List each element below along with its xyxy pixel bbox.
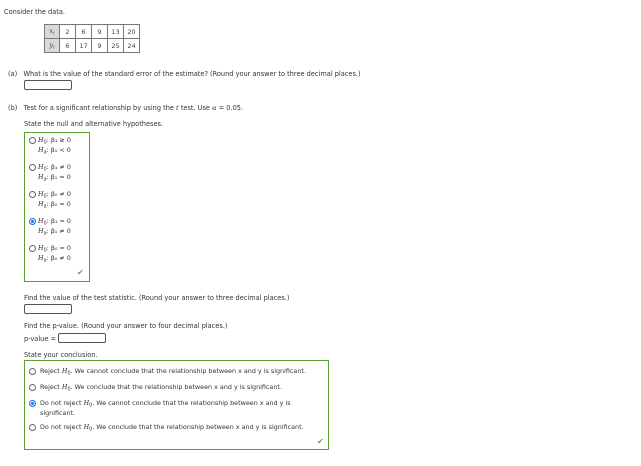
part-a-question bbox=[8, 70, 361, 78]
data-table bbox=[44, 24, 140, 53]
radio-button[interactable] bbox=[29, 164, 36, 171]
part-a-text: What is the value of the standard error of the estimate? (Round your answer to three decimal places.) bbox=[23, 70, 361, 78]
radio-button[interactable] bbox=[29, 137, 36, 144]
alt-hypothesis: $H_a$: β₁ = 0 bbox=[38, 173, 71, 183]
test-statistic-input[interactable] bbox=[24, 304, 72, 314]
conclusion-text: Do not reject $H_0$. We conclude that the relationship between x and y is significant. bbox=[40, 423, 304, 433]
conclusion-text-cont: significant. bbox=[40, 409, 76, 417]
y-cell: 24 bbox=[124, 39, 140, 53]
y-cell: 25 bbox=[108, 39, 124, 53]
radio-button[interactable] bbox=[29, 368, 36, 375]
part-a-label: (a) bbox=[8, 70, 18, 78]
null-hypothesis: $H_0$: β₀ ≠ 0 bbox=[38, 190, 71, 200]
y-cell: 17 bbox=[76, 39, 92, 53]
table-row-y bbox=[45, 39, 140, 53]
y-cell: 9 bbox=[92, 39, 108, 53]
y-header: $y_i$ bbox=[45, 39, 60, 53]
conclusion-text: Reject $H_0$. We conclude that the relationship between x and y is significant. bbox=[40, 383, 282, 393]
radio-button-selected[interactable] bbox=[29, 400, 36, 407]
pvalue-input[interactable] bbox=[58, 333, 106, 343]
pvalue-label: p-value = bbox=[24, 335, 57, 343]
intro-text: Consider the data. bbox=[4, 8, 65, 16]
table-row-x bbox=[45, 25, 140, 39]
hypotheses-prompt: State the null and alternative hypotheses. bbox=[24, 120, 164, 128]
radio-button[interactable] bbox=[29, 191, 36, 198]
x-cell: 9 bbox=[92, 25, 108, 39]
x-cell: 13 bbox=[108, 25, 124, 39]
conclusion-text: Reject $H_0$. We cannot conclude that the relationship between x and y is significant. bbox=[40, 367, 306, 377]
alt-hypothesis: $H_a$: β₀ ≠ 0 bbox=[38, 254, 71, 264]
part-b-label: (b) bbox=[8, 104, 18, 112]
alt-hypothesis: $H_a$: β₁ < 0 bbox=[38, 146, 71, 156]
null-hypothesis: $H_0$: β₁ ≠ 0 bbox=[38, 163, 71, 173]
check-mark-icon: ✔ bbox=[317, 437, 324, 446]
x-cell: 6 bbox=[76, 25, 92, 39]
conclusion-prompt: State your conclusion. bbox=[24, 351, 98, 359]
null-hypothesis: $H_0$: β₁ ≥ 0 bbox=[38, 136, 71, 146]
null-hypothesis: $H_0$: β₀ = 0 bbox=[38, 244, 71, 254]
x-cell: 2 bbox=[60, 25, 76, 39]
radio-button[interactable] bbox=[29, 245, 36, 252]
pvalue-prompt: Find the p-value. (Round your answer to four decimal places.) bbox=[24, 322, 228, 330]
radio-button-selected[interactable] bbox=[29, 218, 36, 225]
x-header: $x_i$ bbox=[45, 25, 60, 39]
check-mark-icon: ✔ bbox=[77, 268, 84, 277]
x-cell: 20 bbox=[124, 25, 140, 39]
radio-button[interactable] bbox=[29, 384, 36, 391]
y-cell: 6 bbox=[60, 39, 76, 53]
alt-hypothesis: $H_a$: β₁ ≠ 0 bbox=[38, 227, 71, 237]
standard-error-input[interactable] bbox=[24, 80, 72, 90]
alt-hypothesis: $H_a$: β₀ = 0 bbox=[38, 200, 71, 210]
radio-button[interactable] bbox=[29, 424, 36, 431]
null-hypothesis: $H_0$: β₁ = 0 bbox=[38, 217, 71, 227]
part-b-question: (b) Test for a significant relationship by using the t test. Use α = 0.05. bbox=[8, 104, 244, 112]
test-statistic-prompt: Find the value of the test statistic. (Round your answer to three decimal places.) bbox=[24, 294, 290, 302]
conclusion-text: Do not reject $H_0$. We cannot conclude that the relationship between x and y is bbox=[40, 399, 291, 409]
